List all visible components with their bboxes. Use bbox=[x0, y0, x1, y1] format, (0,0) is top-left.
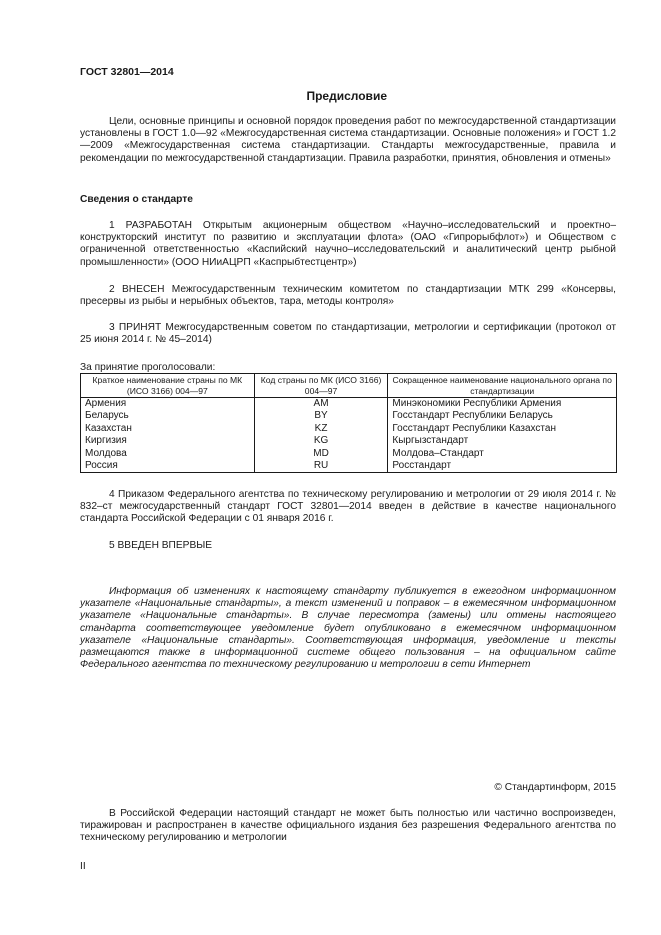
table-cell-code: KZ bbox=[254, 423, 388, 435]
table-cell-code: MD bbox=[254, 448, 388, 460]
table-header-code: Код страны по МК (ИСО 3166) 004—97 bbox=[254, 374, 388, 398]
table-cell-body: Госстандарт Республики Казахстан bbox=[388, 423, 617, 435]
table-cell-country: Молдова bbox=[81, 448, 255, 460]
page-number: II bbox=[80, 861, 86, 872]
table-cell-country: Армения bbox=[81, 398, 255, 411]
table-row bbox=[81, 448, 617, 460]
table-cell-code: BY bbox=[254, 410, 388, 422]
table-row bbox=[81, 423, 617, 435]
table-cell-body: Молдова–Стандарт bbox=[388, 448, 617, 460]
table-cell-country: Беларусь bbox=[81, 410, 255, 422]
table-header-country: Краткое наименование страны по МК (ИСО 3166) 004—97 bbox=[81, 374, 255, 398]
copyright-line: © Стандартинформ, 2015 bbox=[494, 782, 616, 793]
item-2-introduced: 2 ВНЕСЕН Межгосударственным техническим комитетом по стандартизации МТК 299 «Консервы, пресервы из рыбы и нерыбных объектов, тара, методы контроля» bbox=[80, 284, 616, 308]
table-cell-code: RU bbox=[254, 460, 388, 473]
item-4-enacted: 4 Приказом Федерального агентства по техническому регулированию и метрологии от 29 июля 2014 г. № 832–ст межгосударственный стандарт ГОСТ 32801—2014 введен в действие в качестве национального стандарта Российской Федерации с 01 января 2016 г. bbox=[80, 489, 616, 525]
item-5-first-introduced: 5 ВВЕДЕН ВПЕРВЫЕ bbox=[109, 540, 213, 551]
change-info-note: Информация об изменениях к настоящему стандарту публикуется в ежегодном информационном указателе «Национальные стандарты», а текст изменений и поправок – в ежемесячном информационном указателе «Национальные стандарты». В случае пересмотра (замены) или отмены настоящего стандарта соответствующее уведомление будет опубликовано в ежемесячном информационном указателе «Национальные стандарты». Соответствующая информация, уведомление и тексты размещаются также в информационной системе общего пользования – на официальном сайте Федерального агентства по техническому регулированию и метрологии в сети Интернет bbox=[80, 586, 616, 671]
table-cell-body: Росстандарт bbox=[388, 460, 617, 473]
table-header-row bbox=[81, 374, 617, 398]
vote-label: За принятие проголосовали: bbox=[80, 362, 216, 373]
table-cell-country: Казахстан bbox=[81, 423, 255, 435]
table-row bbox=[81, 398, 617, 411]
section-heading: Сведения о стандарте bbox=[80, 194, 193, 205]
table-cell-body: Минэкономики Республики Армения bbox=[388, 398, 617, 411]
voting-table bbox=[80, 373, 617, 473]
document-id-header: ГОСТ 32801—2014 bbox=[80, 66, 174, 78]
table-cell-country: Киргизия bbox=[81, 435, 255, 447]
intro-paragraph: Цели, основные принципы и основной порядок проведения работ по межгосударственной стандартизации установлены в ГОСТ 1.0—92 «Межгосударственная система стандартизации. Основные положения» и ГОСТ 1.2—2009 «Межгосударственная система стандартизации. Стандарты межгосударственные, правила и рекомендации по межгосударственной стандартизации. Правила разработки, принятия, обновления и отмены» bbox=[80, 116, 616, 164]
table-cell-country: Россия bbox=[81, 460, 255, 473]
table-cell-body: Кыргызстандарт bbox=[388, 435, 617, 447]
table-row bbox=[81, 435, 617, 447]
page-title: Предисловие bbox=[306, 89, 387, 103]
table-cell-code: KG bbox=[254, 435, 388, 447]
table-row bbox=[81, 460, 617, 473]
legal-notice: В Российской Федерации настоящий стандарт не может быть полностью или частично воспроизведен, тиражирован и распространен в качестве официального издания без разрешения Федерального агентства по техническому регулированию и метрологии bbox=[80, 808, 616, 844]
table-row bbox=[81, 410, 617, 422]
item-3-adopted: 3 ПРИНЯТ Межгосударственным советом по стандартизации, метрологии и сертификации (протокол от 25 июня 2014 г. № 45–2014) bbox=[80, 322, 616, 346]
item-1-developed: 1 РАЗРАБОТАН Открытым акционерным обществом «Научно–исследовательский и проектно–конструкторский институт по развитию и эксплуатации флота» (ОАО «Гипрорыбфлот») и Обществом с ограниченной ответственностью «Каспийский научно–исследовательский и аналитический центр рыбной промышленности» (ООО НИиАЦРП «Каспрыбтестцентр») bbox=[80, 220, 616, 268]
table-header-body: Сокращенное наименование национального органа по стандартизации bbox=[388, 374, 617, 398]
table-cell-body: Госстандарт Республики Беларусь bbox=[388, 410, 617, 422]
table-cell-code: AM bbox=[254, 398, 388, 411]
